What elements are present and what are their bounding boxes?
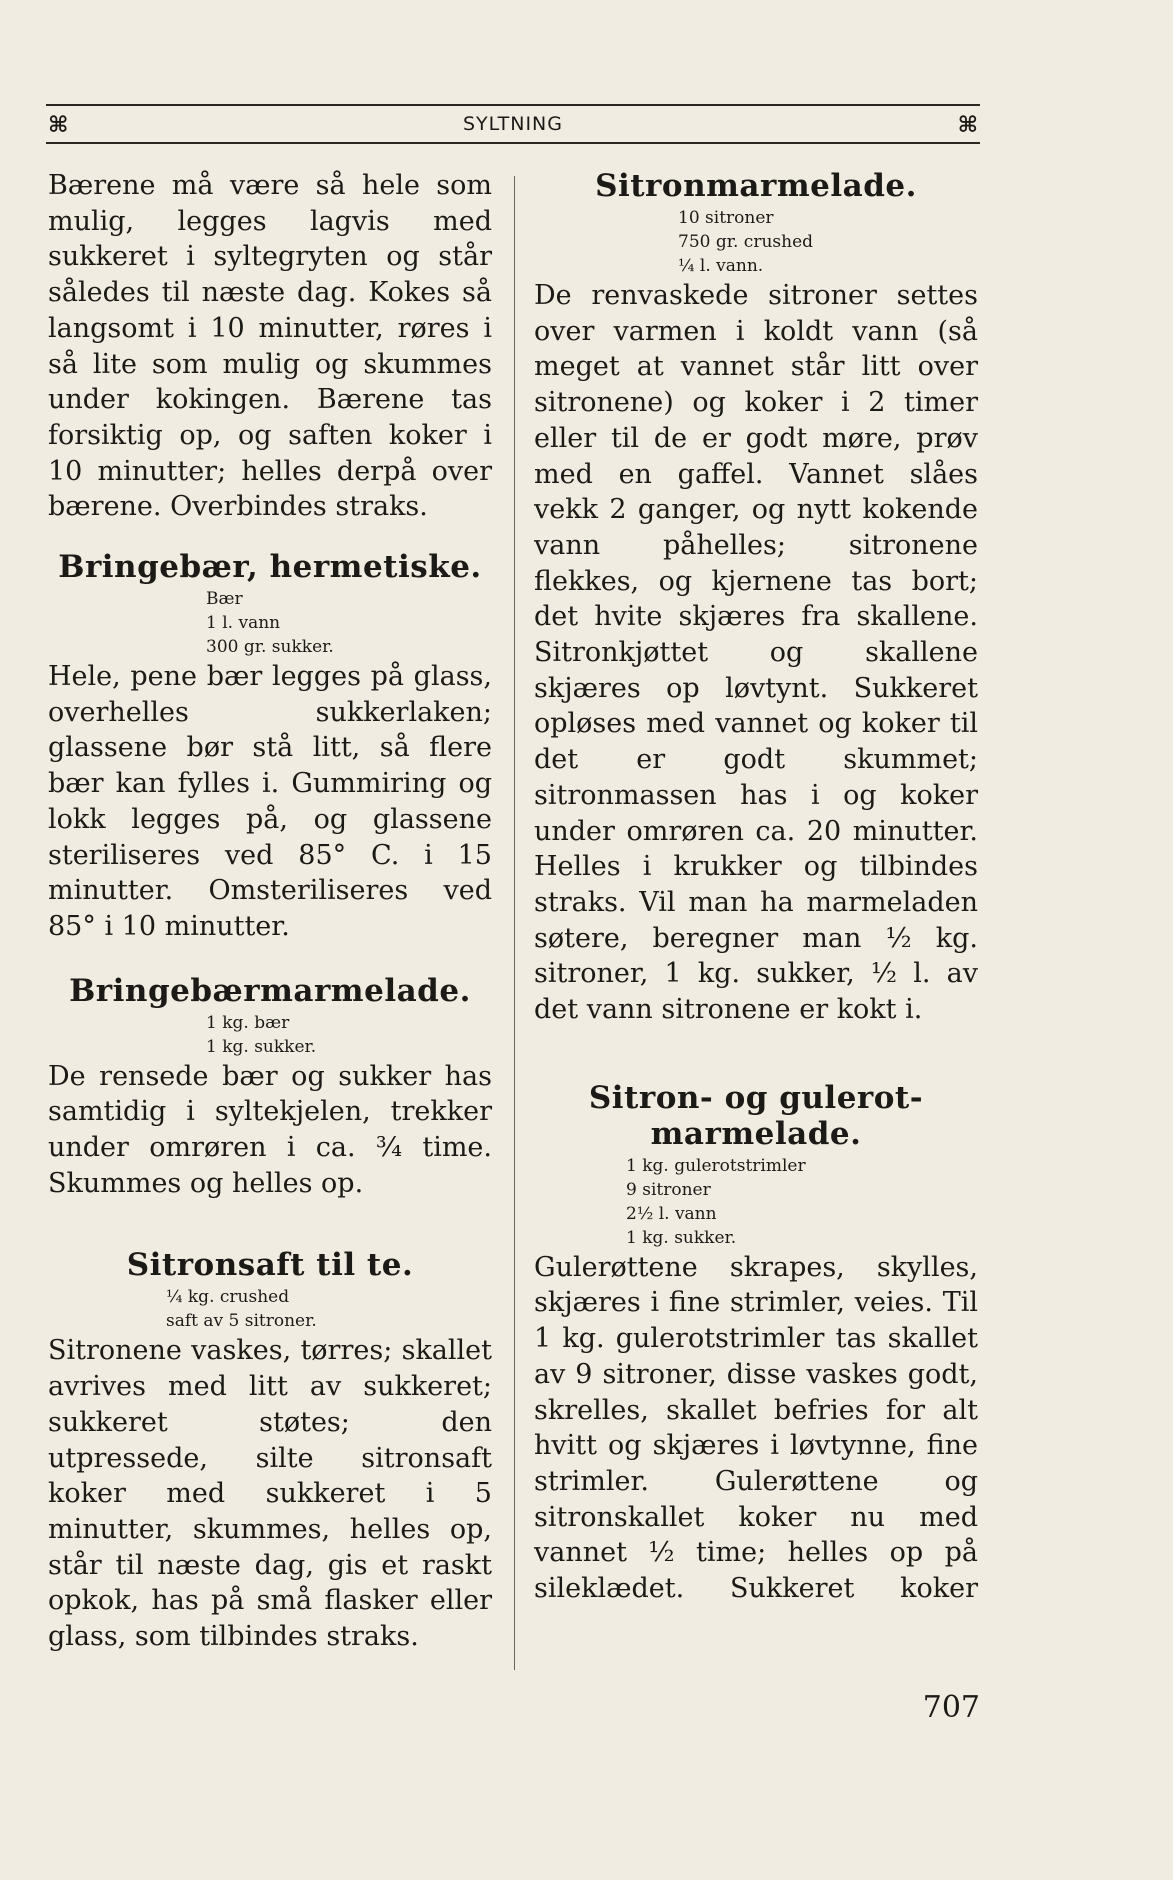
ingredients-sitronsaft (166, 1285, 492, 1333)
bringebaermarmelade-text: De rensede bær og sukker has samtidig i syltekjelen, trekker under omrøren i ca. ¾ time. Skummes og helles op. (48, 1060, 492, 1199)
header-rule-top (46, 104, 980, 106)
running-header (46, 104, 980, 144)
header-title: SYLTNING (463, 113, 563, 135)
ingredients-sitronmarmelade (678, 206, 978, 278)
heading-sitronmarmelade: Sitronmarmelade. (595, 168, 917, 204)
ingredients-sitron-gulerot (626, 1154, 978, 1250)
bringebaer-hermetiske-text: Hele, pene bær legges på glass, overhelles sukkerlaken; glassene bør stå litt, så flere bær kan fylles i. Gummiring og lokk legges på, og glassene steriliseres ved 85° C. i 15 minutter. Omsteriliseres ved 85° i 10 minutter. (48, 661, 492, 942)
heading-bringebaermarmelade: Bringebærmarmelade. (69, 972, 471, 1009)
heading-sitronsaft: Sitronsaft til te. (126, 1247, 414, 1284)
ingredient: ¼ l. vann. (678, 256, 764, 276)
ingredient: Bær (206, 589, 243, 610)
sitronsaft-text: Sitronene vaskes, tørres; skallet avrives med litt av sukkeret; sukkeret støtes; den utpressede, silte sitronsaft koker med sukkeret i 5 minutter, skummes, helles op, står til næste dag, gis et raskt opkok, has på små flasker eller glass, som tilbindes straks. (48, 1335, 492, 1653)
heading-sitron-gulerot-line1: Sitron- og gulerot- (588, 1079, 924, 1116)
heading-bringebaer-hermetiske: Bringebær, hermetiske. (58, 549, 482, 586)
ingredient: 1 kg. bær (206, 1012, 290, 1033)
ingredient: 1 kg. sukker. (206, 1036, 317, 1057)
column-divider (514, 176, 515, 1670)
page-number: 707 (922, 1690, 980, 1725)
ingredient: 300 gr. sukker. (206, 637, 334, 658)
ingredient: 2½ l. vann (626, 1203, 717, 1224)
sitronmarmelade-text: De renvaskede sitroner settes over varmen i koldt vann (så meget at vannet står litt over sitronene) og koker i 2 timer eller til de er godt møre, prøv med en gaffel. Vannet slåes vekk 2 ganger, og nytt kokende vann påhelles; sitronene flekkes, og kjernene tas bort; det hvite skjæres fra skallene. Sitronkjøttet og skallene skjæres op løvtynt. Sukkeret opløses med vannet og koker til det er godt skummet; sitronmassen has i og koker under omrøren ca. 20 minutter. Helles i krukker og tilbindes straks. Vil man ha marmeladen søtere, beregner man ½ kg. sitroner, 1 kg. sukker, ½ l. av det vann sitronene er kokt i. (534, 280, 978, 1026)
ornament-left-icon: ⌘ (48, 112, 69, 138)
ingredients-bringebaer-hermetiske (206, 587, 492, 659)
ingredient: saft av 5 sitroner. (166, 1311, 317, 1332)
heading-sitron-gulerot-line2: marmelade. (650, 1115, 862, 1152)
ingredient: 1 kg. sukker. (626, 1227, 737, 1248)
right-column (534, 168, 978, 1607)
ingredient: 750 gr. crushed (678, 232, 814, 252)
ingredient: 10 sitroner (678, 208, 774, 228)
left-column (48, 168, 492, 1655)
sitron-gulerot-text: Gulerøttene skrapes, skylles, skjæres i fine strimler, veies. Til 1 kg. gulerotstrimler tas skallet av 9 sitroner, disse vaskes godt, skrelles, skallet befries for alt hvitt og skjæres i løvtynne, fine strimler. Gulerøttene og sitronskallet koker nu med vannet ½ time; helles op på sileklædet. Sukkeret koker (534, 1251, 978, 1605)
ingredient: 9 sitroner (626, 1179, 711, 1200)
ingredient: ¼ kg. crushed (166, 1287, 290, 1308)
ornament-right-icon: ⌘ (957, 112, 978, 138)
ingredient: 1 l. vann (206, 613, 281, 634)
intro-paragraph: Bærene må være så hele som mulig, legges lagvis med sukkeret i syltegryten og står således til næste dag. Kokes så langsomt i 10 minutter, røres i så lite som mulig og skummes under kokingen. Bærene tas forsiktig op, og saften koker i 10 minutter; helles derpå over bærene. Overbindes straks. (48, 170, 492, 523)
header-rule-bottom (46, 142, 980, 144)
ingredient: 1 kg. gulerotstrimler (626, 1155, 806, 1176)
ingredients-bringebaermarmelade (206, 1011, 492, 1059)
